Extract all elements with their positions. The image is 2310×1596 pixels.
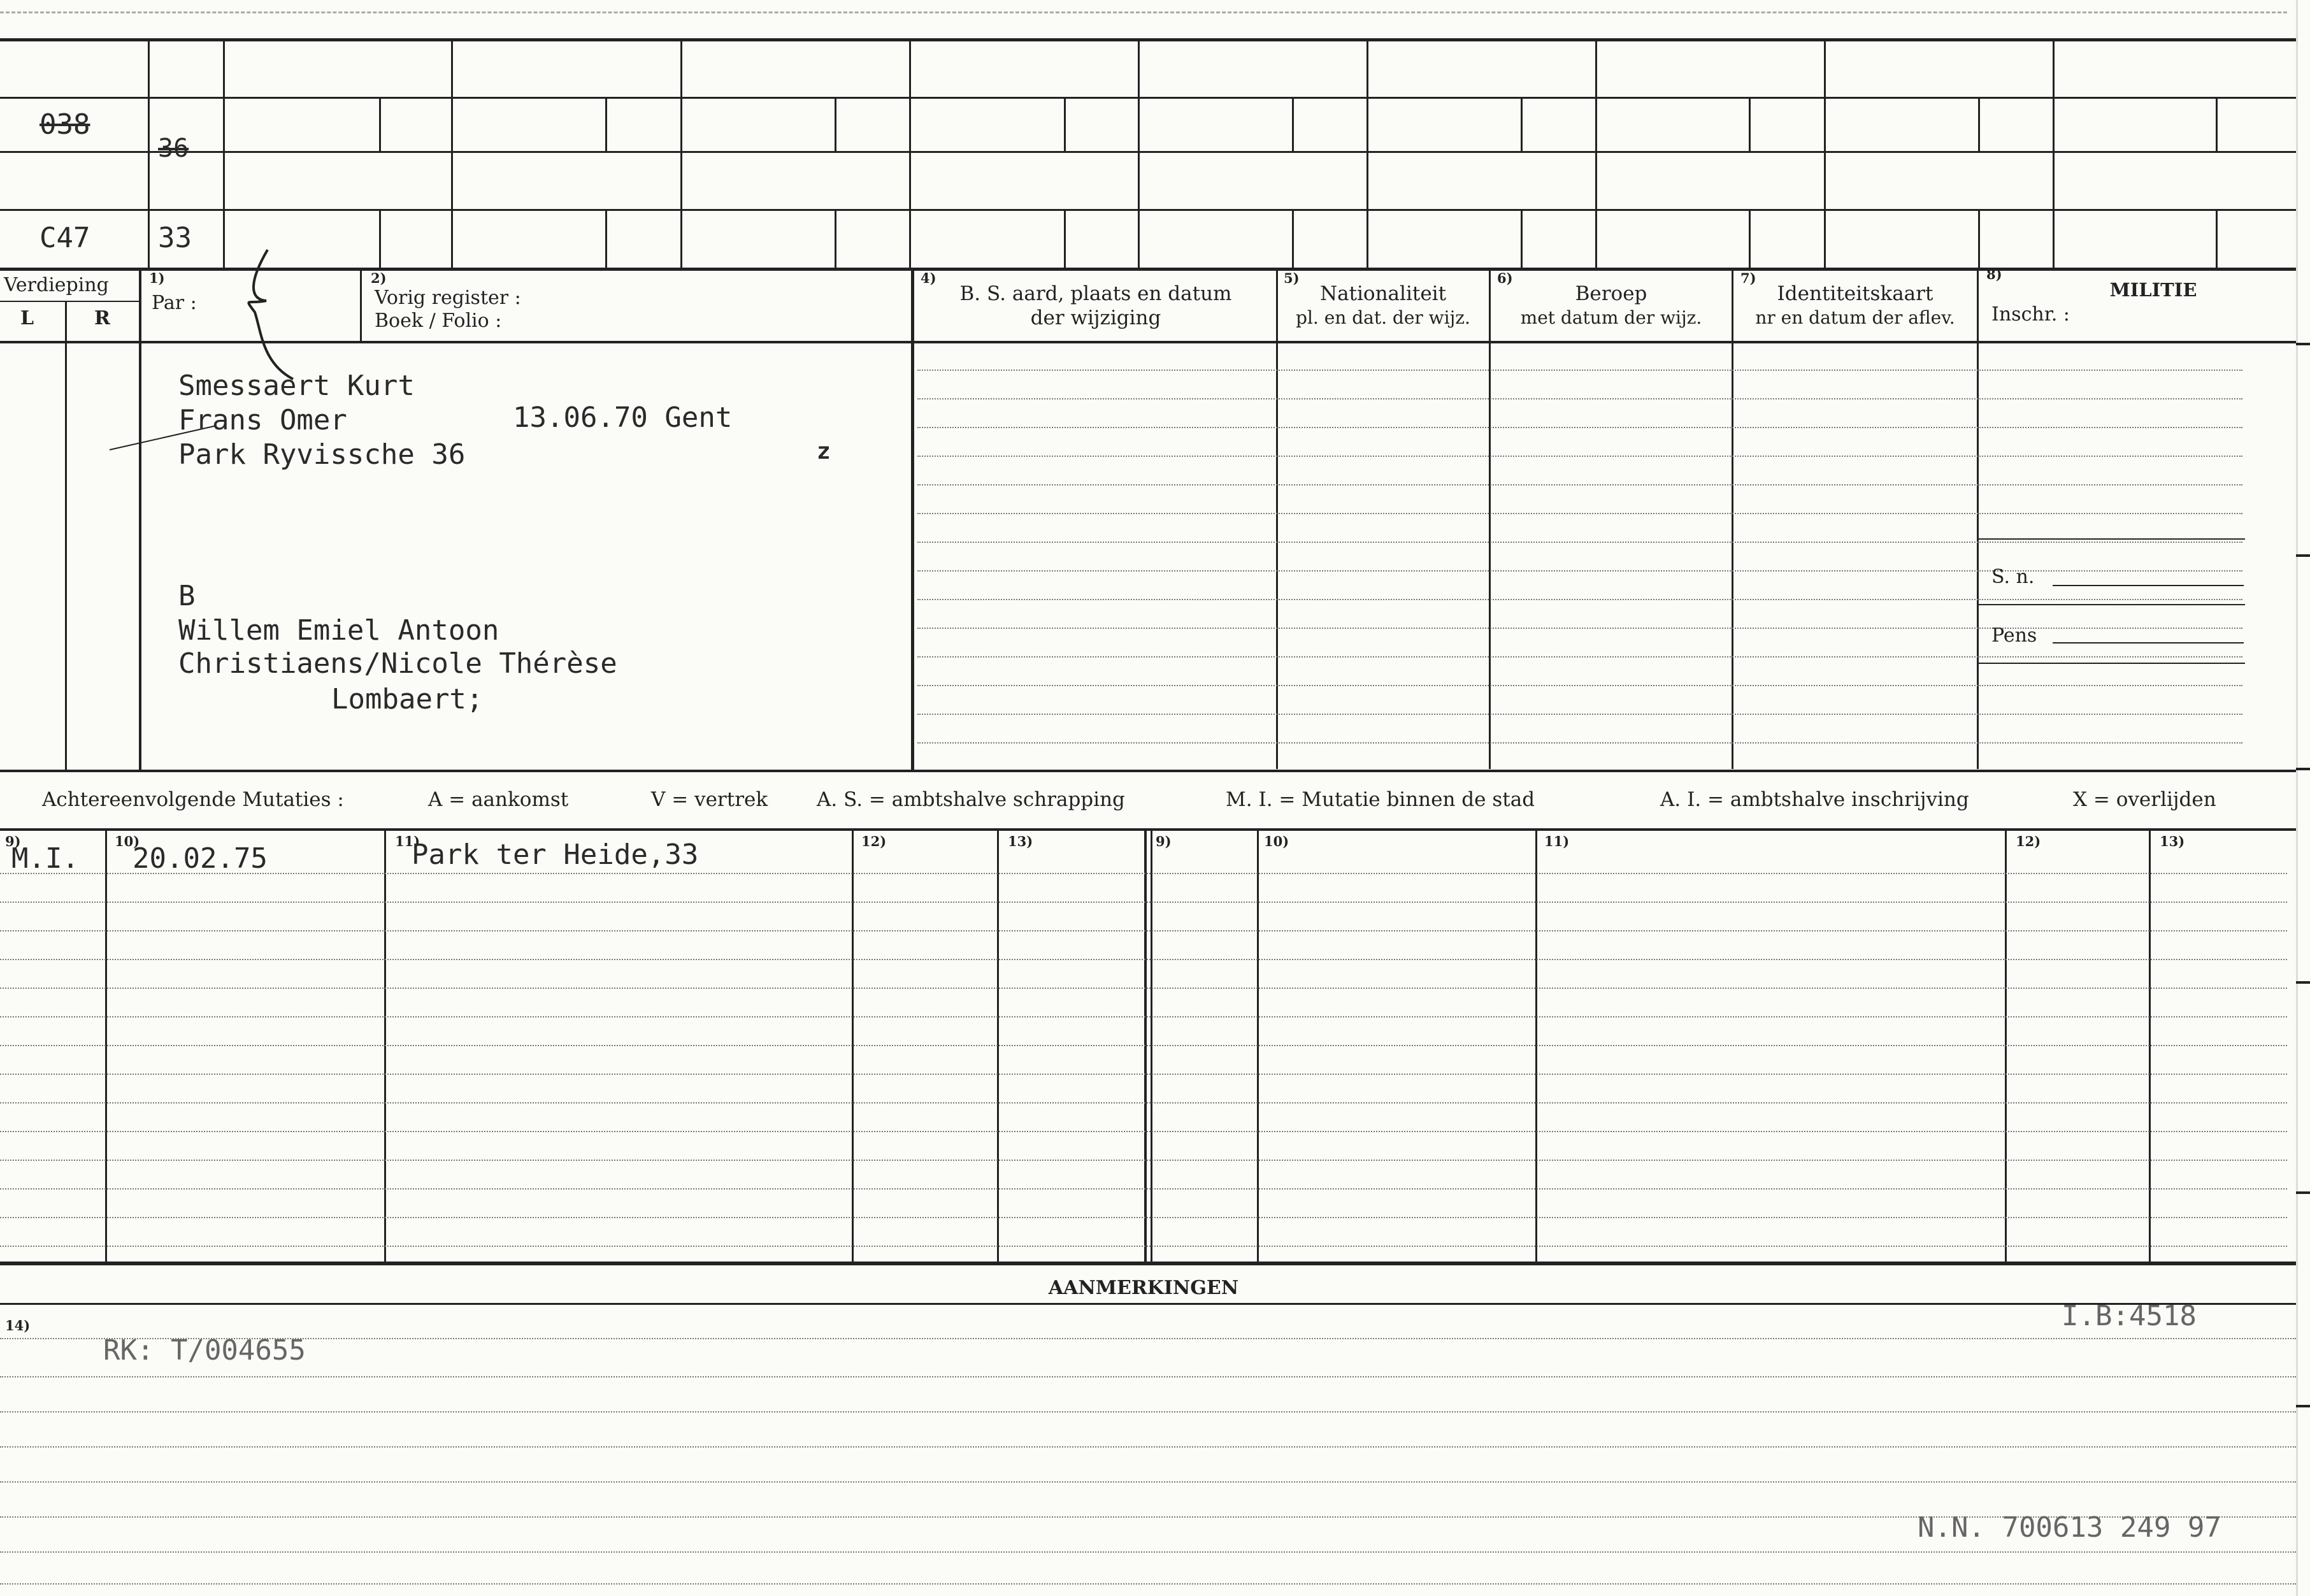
mutation-date: 20.02.75 xyxy=(133,842,268,875)
person-address: Park Ryvissche 36 xyxy=(178,438,466,471)
mut-col-12-right: 12) xyxy=(2016,833,2041,849)
row2-code: C47 xyxy=(39,222,90,254)
vorig-register-label: Vorig register : xyxy=(375,287,521,309)
legend-mutatie: M. I. = Mutatie binnen de stad xyxy=(1226,788,1535,811)
person-name-line: Smessaert Kurt xyxy=(178,370,415,402)
nationality-header-line2: pl. en dat. der wijz. xyxy=(1296,307,1470,328)
beroep-header-line2: met datum der wijz. xyxy=(1520,307,1702,328)
person-father-names: Willem Emiel Antoon xyxy=(178,614,499,647)
legend-vertrek: V = vertrek xyxy=(651,788,768,811)
remarks-rk-number: RK: T/004655 xyxy=(103,1334,306,1367)
mut-col-12-left: 12) xyxy=(861,833,887,849)
floor-right-label: R xyxy=(94,307,110,329)
person-birth: 13.06.70 Gent xyxy=(513,401,733,434)
person-mother-surname: Lombaert; xyxy=(331,683,484,715)
field-number-4: 4) xyxy=(921,270,936,286)
mut-col-9-right: 9) xyxy=(1156,833,1172,849)
legend-aankomst: A = aankomst xyxy=(428,788,569,811)
bs-header-line2: der wijziging xyxy=(1030,306,1161,329)
mut-col-9-left: 9) xyxy=(5,833,21,849)
row2-num: 33 xyxy=(158,222,192,254)
field-number-6: 6) xyxy=(1497,270,1513,286)
field-number-8: 8) xyxy=(1986,266,2002,282)
nationality-header-line1: Nationaliteit xyxy=(1319,282,1447,305)
person-parents: Christiaens/Nicole Thérèse xyxy=(178,647,617,680)
field-number-7: 7) xyxy=(1740,270,1756,286)
field-number-14: 14) xyxy=(5,1318,31,1334)
sn-label: S. n. xyxy=(1991,566,2035,588)
legend-overlijden: X = overlijden xyxy=(2073,788,2216,811)
mut-col-13-right: 13) xyxy=(2160,833,2185,849)
mut-col-10-left: 10) xyxy=(115,833,140,849)
mut-col-13-left: 13) xyxy=(1008,833,1033,849)
legend-schrapping: A. S. = ambtshalve schrapping xyxy=(817,788,1125,811)
field-number-2: 2) xyxy=(371,270,387,286)
row1-num: 36 xyxy=(158,134,189,163)
remarks-ib-number: I.B:4518 xyxy=(2062,1300,2197,1332)
remarks-nn-number: N.N. 700613 249 97 xyxy=(1918,1511,2221,1544)
beroep-header-line1: Beroep xyxy=(1575,282,1647,305)
person-sex: z xyxy=(817,438,831,464)
identity-header-line2: nr en datum der aflev. xyxy=(1755,307,1955,328)
floor-left-label: L xyxy=(20,307,34,329)
legend-title: Achtereenvolgende Mutaties : xyxy=(42,788,344,811)
field-number-1: 1) xyxy=(149,270,165,286)
bs-header-line1: B. S. aard, plaats en datum xyxy=(959,282,1232,305)
verdieping-label: Verdieping xyxy=(4,274,109,296)
row1-code: 038 xyxy=(39,108,90,141)
remarks-title: AANMERKINGEN xyxy=(1048,1277,1239,1299)
inschr-label: Inschr. : xyxy=(1991,303,2070,326)
person-line-b: B xyxy=(178,580,196,612)
person-given-names: Frans Omer xyxy=(178,404,347,436)
militie-header: MILITIE xyxy=(2109,279,2197,301)
par-label: Par : xyxy=(152,292,197,314)
mutation-address: Park ter Heide,33 xyxy=(412,838,699,871)
mut-col-11-right: 11) xyxy=(1544,833,1570,849)
boek-folio-label: Boek / Folio : xyxy=(375,310,502,332)
mut-col-10-right: 10) xyxy=(1264,833,1289,849)
mut-col-11-left: 11) xyxy=(395,833,420,849)
identity-header-line1: Identiteitskaart xyxy=(1777,282,1933,305)
legend-inschrijving: A. I. = ambtshalve inschrijving xyxy=(1660,788,1969,811)
mutation-type: M.I. xyxy=(11,842,79,875)
field-number-5: 5) xyxy=(1284,270,1300,286)
pens-label: Pens xyxy=(1991,624,2037,647)
